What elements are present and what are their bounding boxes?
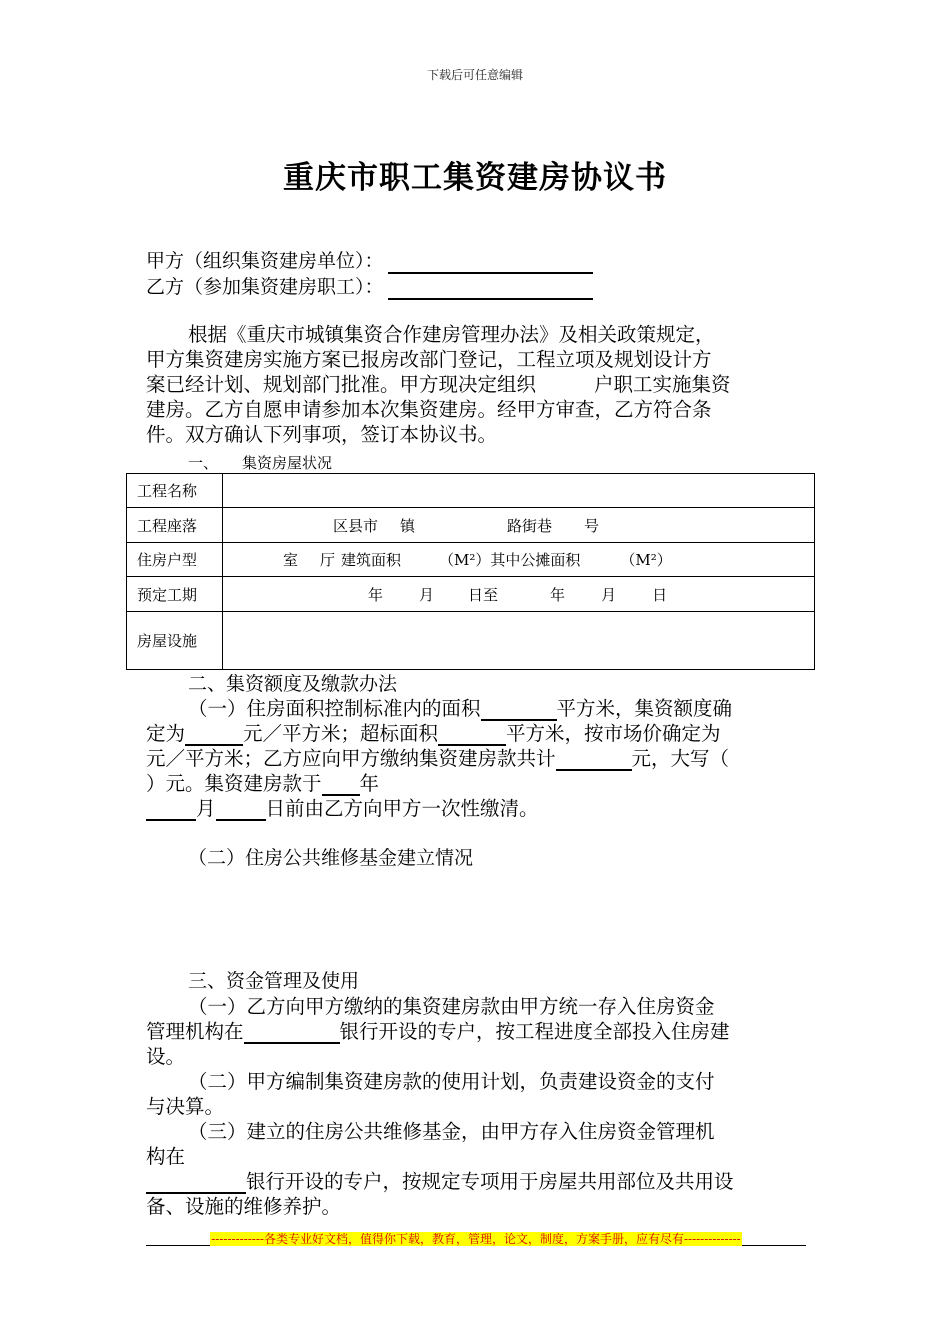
schedule-start-day: 日至 [468,585,499,604]
location-town: 镇 [400,516,416,535]
project-name-cell [223,474,815,508]
party-a-blank [388,252,593,274]
s2-text: 年 [359,772,380,795]
facilities-cell [223,612,815,670]
deadline-year-blank [322,775,360,796]
s2-text: （一）住房面积控制标准内的面积 [188,697,481,720]
footer [146,1227,806,1246]
s2-text: 平方米，集资额度确 [556,697,733,720]
s3-text: （二）甲方编制集资建房款的使用计划，负责建设资金的支付 [188,1070,715,1093]
document-title: 重庆市职工集资建房协议书 [283,160,667,196]
s2-text: 定为 [146,722,186,745]
schedule-start-month: 月 [419,585,435,604]
intro-line: 建房。乙方自愿申请参加本次集资建房。经甲方审查，乙方符合条 [146,398,712,421]
location-number: 号 [584,516,600,535]
unit-shared-area: （M²）其中公摊面积 [439,551,581,569]
bank-name-blank-1 [244,1023,340,1044]
deadline-day-blank [216,800,266,821]
party-a-label: 甲方（组织集资建房单位）： [146,250,384,272]
schedule-end-month: 月 [601,585,617,604]
schedule-end-day: 日 [652,585,668,604]
row-label-facilities: 房屋设施 [127,612,223,670]
s3-text: 备、设施的维修养护。 [146,1195,342,1218]
section3-paragraphs [146,994,806,1219]
location-district: 区县市 [333,516,379,535]
unit-rooms: 室 [283,551,299,569]
section2-heading: 二、集资额度及缴款办法 [188,673,398,695]
maintenance-fund-heading: （二）住房公共维修基金建立情况 [188,847,474,869]
section2-paragraph-1 [146,696,806,821]
row-label-schedule: 预定工期 [127,577,223,612]
intro-line: 件。双方确认下列事项，签订本协议书。 [146,423,498,446]
party-a-line [146,248,593,274]
s3-text: 银行开设的专户，按工程进度全部投入住房建 [339,1020,730,1043]
excess-area-blank [438,725,506,746]
section1-title: 集资房屋状况 [242,454,333,472]
unit-halls: 厅 [320,551,336,569]
intro-line: 根据《重庆市城镇集资合作建房管理办法》及相关政策规定， [188,323,715,346]
table-row [127,508,815,543]
s3-text: 与决算。 [146,1095,225,1118]
location-street: 路街巷 [507,516,553,535]
price-blank [185,725,243,746]
deadline-month-blank [146,800,196,821]
section1-heading [188,452,332,473]
intro-line: 户职工实施集资 [594,373,731,396]
total-amount-blank [556,750,632,771]
s2-text: ）元。集资建房款于 [146,772,322,795]
s2-text: 月 [196,797,216,820]
intro-line: 甲方集资建房实施方案已报房改部门登记，工程立项及规划设计方 [146,348,712,371]
unit-area-unit: （M²） [620,551,672,569]
schedule-end-year: 年 [550,585,566,604]
schedule-cell [223,577,815,612]
s3-text: （三）建立的住房公共维修基金，由甲方存入住房资金管理机 [188,1120,715,1143]
table-row [127,474,815,508]
location-cell [223,508,815,543]
s2-text: 日前由乙方向甲方一次性缴清。 [265,797,539,820]
row-label-project-name: 工程名称 [127,474,223,508]
bank-name-blank-2 [146,1173,246,1194]
intro-paragraph [146,322,806,447]
party-b-line [146,274,593,300]
footer-ad-text: -------------各类专业好文档，值得你下载，教育，管理，论文，制度，方案手册，应有尽有-------------- [211,1232,741,1246]
row-label-unit-type: 住房户型 [127,543,223,577]
party-b-label: 乙方（参加集资建房职工）： [146,276,384,298]
table-row [127,577,815,612]
party-b-blank [388,278,593,300]
s2-text: 平方米，按市场价确定为 [506,722,721,745]
area-standard-blank [481,700,557,721]
s3-text: 管理机构在 [146,1020,244,1043]
row-label-location: 工程座落 [127,508,223,543]
unit-floor-area: 建筑面积 [341,551,402,569]
s2-text: 元／平方米；超标面积 [243,722,439,745]
s3-text: 构在 [146,1145,186,1168]
schedule-start-year: 年 [368,585,384,604]
s3-text: （一）乙方向甲方缴纳的集资建房款由甲方统一存入住房资金 [188,995,715,1018]
s2-text: 元，大写（ [631,747,730,770]
header-note: 下载后可任意编辑 [426,68,523,82]
section1-number: 一、 [188,454,219,472]
section3-heading: 三、资金管理及使用 [188,970,360,992]
table-row [127,543,815,577]
table-row [127,612,815,670]
unit-type-cell [223,543,815,577]
intro-line: 案已经计划、规划部门批准。甲方现决定组织 [146,373,537,396]
property-info-table [126,473,815,670]
s2-text: 元／平方米；乙方应向甲方缴纳集资建房款共计 [146,747,556,770]
s3-text: 设。 [146,1045,186,1068]
s3-text: 银行开设的专户，按规定专项用于房屋共用部位及共用设 [246,1170,734,1193]
